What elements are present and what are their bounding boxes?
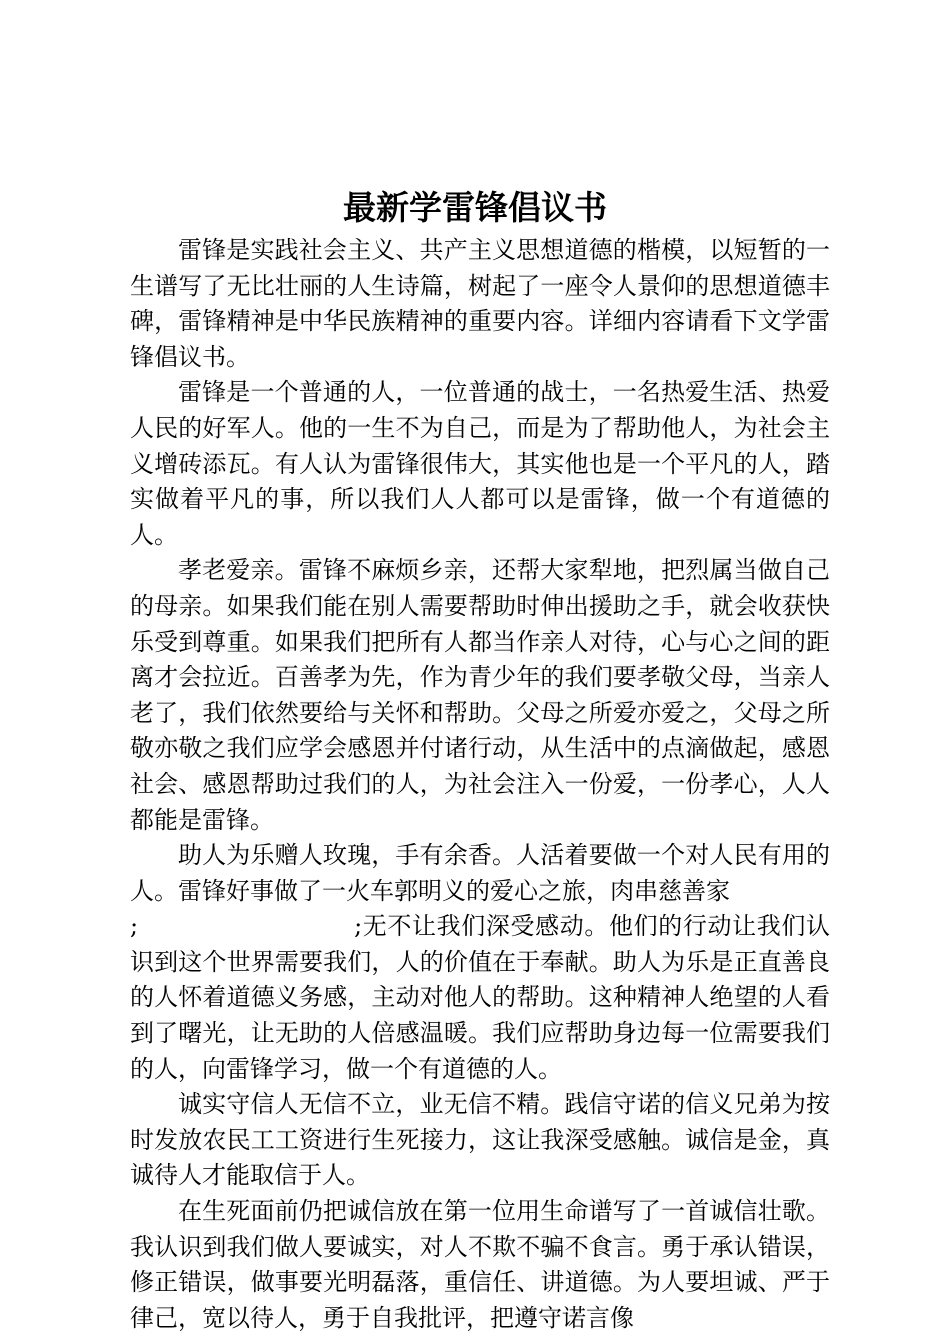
paragraph-intro: 雷锋是实践社会主义、共产主义思想道德的楷模，以短暂的一生谱写了无比壮丽的人生诗篇，树起了一座令人景仰的思想道德丰碑，雷锋精神是中华民族精神的重要内容。详细内容请看下文学雷锋倡议书。 [130, 236, 830, 371]
paragraph-helping-others [130, 838, 830, 1087]
paragraph-semicolon: ; [130, 912, 139, 941]
paragraph-filial-piety: 孝老爱亲。雷锋不麻烦乡亲，还帮大家犁地，把烈属当做自己的母亲。如果我们能在别人需要帮助时伸出援助之手，就会收获快乐受到尊重。如果我们把所有人都当作亲人对待，心与心之间的距离才会拉近。百善孝为先，作为青少年的我们要孝敬父母，当亲人老了，我们依然要给与关怀和帮助。父母之所爱亦爱之，父母之所敬亦敬之我们应学会感恩并付诸行动，从生活中的点滴做起，感恩社会、感恩帮助过我们的人，为社会注入一份爱，一份孝心，人人都能是雷锋。 [130, 556, 830, 834]
paragraph-honesty: 诚实守信人无信不立，业无信不精。践信守诺的信义兄弟为按时发放农民工工资进行生死接力，这让我深受感触。诚信是金，真诚待人才能取信于人。 [130, 1090, 830, 1190]
document-title: 最新学雷锋倡议书 [343, 188, 607, 227]
document-body [130, 233, 830, 1336]
paragraph-helping-others-part1: 助人为乐赠人玫瑰，手有余香。人活着要做一个对人民有用的人。雷锋好事做了一火车郭明义的爱心之旅，肉串慈善家 [130, 841, 830, 905]
paragraph-ordinary-person: 雷锋是一个普通的人，一位普通的战士，一名热爱生活、热爱人民的好军人。他的一生不为自己，而是为了帮助他人，为社会主义增砖添瓦。有人认为雷锋很伟大，其实他也是一个平凡的人，踏实做着平凡的事，所以我们人人都可以是雷锋，做一个有道德的人。 [130, 378, 830, 549]
paragraph-life-and-death: 在生死面前仍把诚信放在第一位用生命谱写了一首诚信壮歌。我认识到我们做人要诚实，对人不欺不骗不食言。勇于承认错误，修正错误，做事要光明磊落，重信任、讲道德。为人要坦诚、严于律己，宽以待人，勇于自我批评，把遵守诺言像 [130, 1197, 830, 1332]
paragraph-helping-others-part2: ;无不让我们深受感动。他们的行动让我们认识到这个世界需要我们，人的价值在于奉献。助人为乐是正直善良的人怀着道德义务感，主动对他人的帮助。这种精神人绝望的人看到了曙光，让无助的人倍感温暖。我们应帮助身边每一位需要我们的人，向雷锋学习，做一个有道德的人。 [130, 912, 830, 1083]
